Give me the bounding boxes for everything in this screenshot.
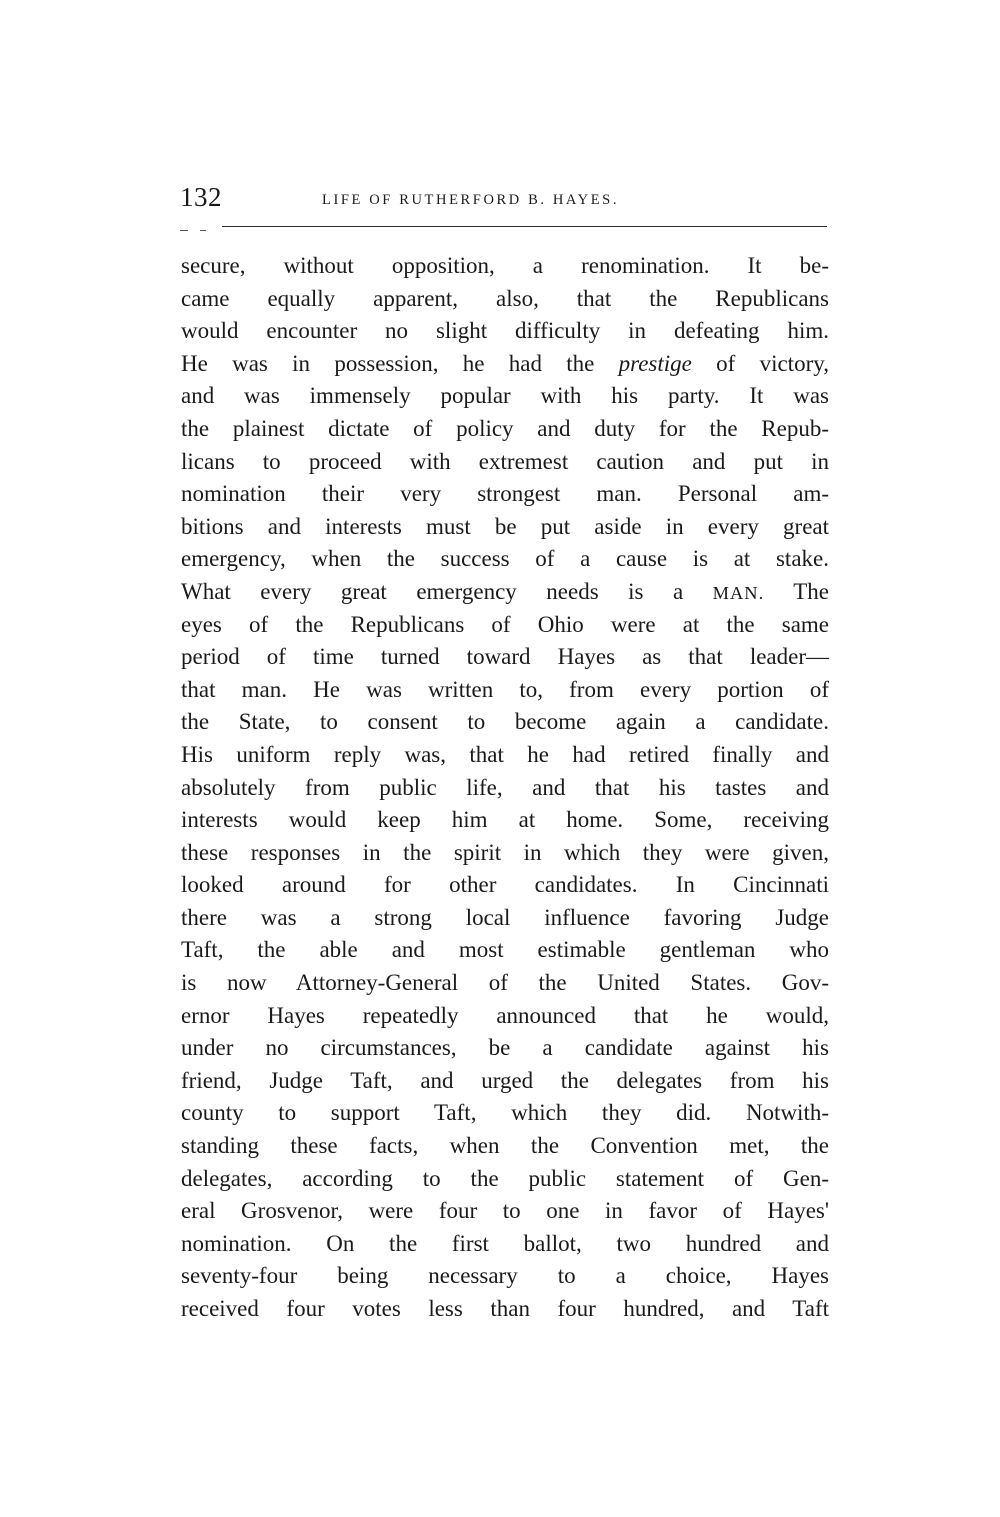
body-text xyxy=(181,250,829,1326)
header-rule xyxy=(222,226,827,227)
text-line: county to support Taft, which they did. Notwith- xyxy=(181,1100,829,1126)
text-line: came equally apparent, also, that the Republicans xyxy=(181,285,829,311)
text-line: the plainest dictate of policy and duty for the Repub- xyxy=(181,415,829,441)
text-line: would encounter no slight difficulty in defeating him. xyxy=(181,318,829,344)
text-line: that man. He was written to, from every portion of xyxy=(181,676,829,702)
running-head: LIFE OF RUTHERFORD B. HAYES. xyxy=(322,192,620,208)
text-line: bitions and interests must be put aside in every great xyxy=(181,513,829,539)
text-line: standing these facts, when the Convention met, the xyxy=(181,1133,829,1159)
text-line: and was immensely popular with his party. It was xyxy=(181,383,829,409)
header-rule-fragment xyxy=(180,230,188,231)
text-line: received four votes less than four hundred, and Taft xyxy=(181,1296,829,1321)
text-line: What every great emergency needs is a MAN. The xyxy=(181,578,830,604)
text-line: the State, to consent to become again a candidate. xyxy=(181,709,829,735)
text-line: interests would keep him at home. Some, receiving xyxy=(181,807,829,833)
text-line: licans to proceed with extremest caution and put in xyxy=(181,448,829,474)
text-line: these responses in the spirit in which they were given, xyxy=(181,839,829,865)
text-line: seventy-four being necessary to a choice, Hayes xyxy=(181,1263,829,1289)
text-line: under no circumstances, be a candidate against his xyxy=(181,1035,829,1061)
page-header xyxy=(180,182,830,222)
text-line: He was in possession, he had the prestige of victory, xyxy=(181,350,829,376)
text-line: emergency, when the success of a cause is at stake. xyxy=(181,546,829,572)
text-line: Taft, the able and most estimable gentleman who xyxy=(181,937,829,963)
text-line: absolutely from public life, and that his tastes and xyxy=(181,774,829,800)
header-rule-fragment xyxy=(200,230,206,231)
text-line: ernor Hayes repeatedly announced that he would, xyxy=(181,1002,829,1028)
text-line: eyes of the Republicans of Ohio were at the same xyxy=(181,611,829,637)
page-number: 132 xyxy=(180,182,222,212)
text-line: friend, Judge Taft, and urged the delegates from his xyxy=(181,1067,829,1093)
text-line: there was a strong local influence favoring Judge xyxy=(181,904,829,930)
text-line: His uniform reply was, that he had retired finally and xyxy=(181,741,829,767)
text-line: nomination. On the first ballot, two hundred and xyxy=(181,1230,829,1256)
text-line: looked around for other candidates. In Cincinnati xyxy=(181,872,829,898)
text-line: is now Attorney-General of the United States. Gov- xyxy=(181,970,829,996)
text-line: delegates, according to the public statement of Gen- xyxy=(181,1165,829,1191)
text-line: nomination their very strongest man. Personal am- xyxy=(181,481,829,507)
text-line: secure, without opposition, a renomination. It be- xyxy=(181,253,829,278)
text-line: eral Grosvenor, were four to one in favor of Hayes' xyxy=(181,1198,829,1224)
text-line: period of time turned toward Hayes as that leader— xyxy=(181,644,829,670)
